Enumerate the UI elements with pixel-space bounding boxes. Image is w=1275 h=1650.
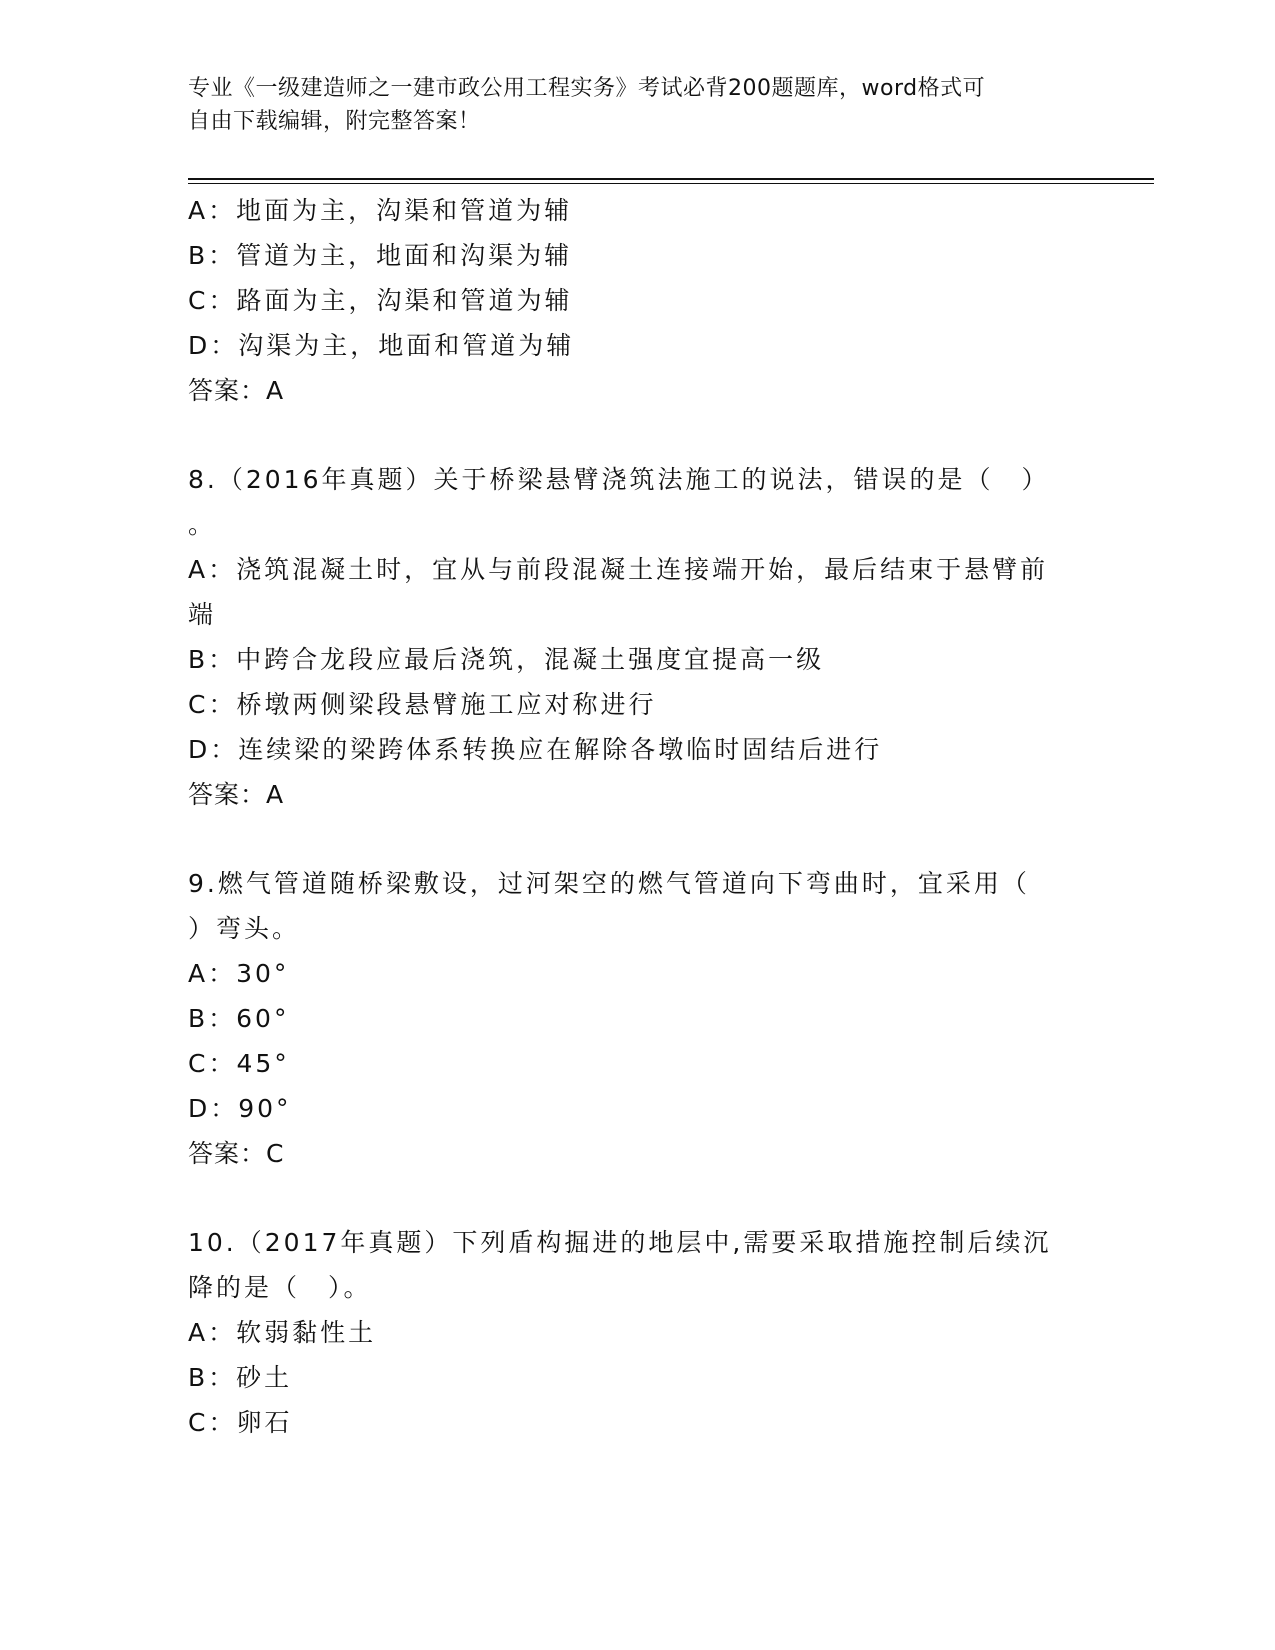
q7-option-c: C：路面为主，沟渠和管道为辅 [188,286,573,315]
header-line-1: 专业《一级建造师之一建市政公用工程实务》考试必背200题题库，word格式可 [188,76,986,101]
q9-option-d: D：90° [188,1094,292,1123]
question-list [188,188,1088,1445]
document-header [188,72,1068,138]
q10-option-a: A：软弱黏性土 [188,1318,377,1347]
q8-option-b: B：中跨合龙段应最后浇筑，混凝土强度宜提高一级 [188,645,825,674]
question-7 [188,188,1088,413]
q8-option-c: C：桥墩两侧梁段悬臂施工应对称进行 [188,690,657,719]
q9-option-a: A：30° [188,959,290,988]
q10-option-b: B：砂土 [188,1363,293,1392]
q9-option-b: B：60° [188,1004,290,1033]
q9-option-c: C：45° [188,1049,290,1078]
spacer [188,817,1088,861]
question-9 [188,861,1088,1176]
q9-stem-line-1: 9.燃气管道随桥梁敷设，过河架空的燃气管道向下弯曲时，宜采用（ [188,869,1030,898]
q8-answer: 答案：A [188,780,285,809]
q9-stem-line-2: ）弯头。 [188,914,301,943]
header-divider-thin [188,183,1154,184]
q8-stem-line-2: 。 [188,510,217,539]
q8-option-a-cont: 端 [188,600,217,629]
q7-option-d: D：沟渠为主，地面和管道为辅 [188,331,575,360]
question-10 [188,1220,1088,1445]
q8-option-d: D：连续梁的梁跨体系转换应在解除各墩临时固结后进行 [188,735,883,764]
q8-stem-line-1: 8.（2016年真题）关于桥梁悬臂浇筑法施工的说法，错误的是（ ） [188,465,1050,494]
spacer [188,1176,1088,1220]
q7-option-a: A：地面为主，沟渠和管道为辅 [188,196,573,225]
question-8 [188,457,1088,817]
header-divider-thick [188,178,1154,180]
spacer [188,413,1088,457]
q7-answer: 答案：A [188,376,285,405]
q7-option-b: B：管道为主，地面和沟渠为辅 [188,241,573,270]
q10-stem-line-2: 降的是（ ）。 [188,1273,372,1302]
q10-option-c: C：卵石 [188,1408,293,1437]
header-line-2: 自由下载编辑，附完整答案！ [188,109,481,134]
q8-option-a: A：浇筑混凝土时，宜从与前段混凝土连接端开始，最后结束于悬臂前 [188,555,1049,584]
q9-answer: 答案：C [188,1139,285,1168]
q10-stem-line-1: 10.（2017年真题）下列盾构掘进的地层中,需要采取措施控制后续沉 [188,1228,1052,1257]
